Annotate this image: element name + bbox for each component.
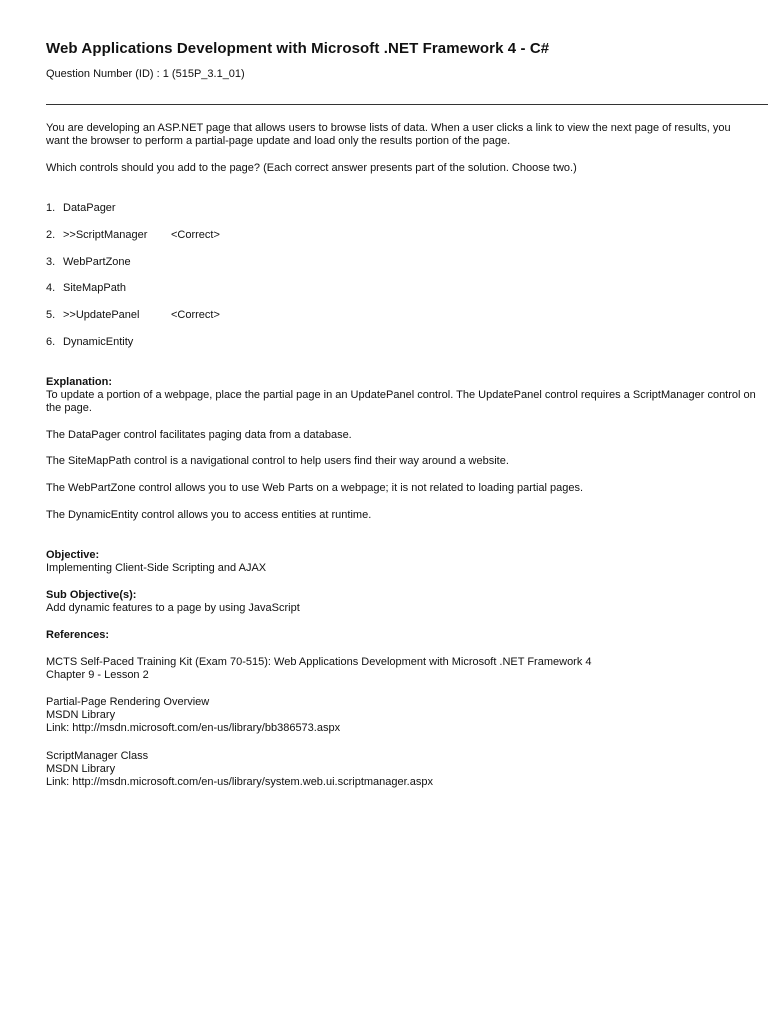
option-text: DynamicEntity [63, 335, 134, 348]
reference-2 [46, 696, 756, 735]
option-number: 6. [46, 335, 56, 348]
document-title: Web Applications Development with Microsoft .NET Framework 4 - C# [46, 40, 550, 57]
option-5 [46, 309, 220, 336]
separator-line [46, 104, 768, 105]
option-3 [46, 256, 220, 283]
objective-text: Implementing Client-Side Scripting and AJAX [46, 562, 267, 574]
explanation-paragraph: The SiteMapPath control is a navigational control to help users find their way around a website. [46, 455, 509, 467]
explanation-paragraph: To update a portion of a webpage, place the partial page in an UpdatePanel control. The UpdatePanel control requires a ScriptManager control on the page. [46, 389, 756, 414]
option-text: >>ScriptManager [63, 228, 148, 241]
reference-title: ScriptManager Class [46, 750, 149, 762]
reference-title: Partial-Page Rendering Overview [46, 696, 210, 708]
option-number: 2. [46, 228, 56, 241]
objective-section [46, 549, 756, 575]
reference-link[interactable]: Link: http://msdn.microsoft.com/en-us/library/bb386573.aspx [46, 722, 341, 734]
reference-source: MSDN Library [46, 709, 116, 721]
option-number: 5. [46, 309, 56, 322]
question-number: Question Number (ID) : 1 (515P_3.1_01) [46, 68, 245, 80]
option-number: 3. [46, 255, 56, 268]
reference-1 [46, 656, 756, 682]
question-text: You are developing an ASP.NET page that allows users to browse lists of data. When a user clicks a link to view the next page of results, you want the browser to perform a partial-page update and load only the results portion of the page. [46, 122, 731, 147]
answer-options [46, 202, 220, 363]
option-4 [46, 282, 220, 309]
option-text: >>UpdatePanel [63, 309, 140, 322]
option-text: WebPartZone [63, 255, 131, 268]
explanation-sitemappath [46, 455, 756, 468]
correct-mark: <Correct> [171, 228, 220, 241]
option-1 [46, 202, 220, 229]
reference-detail: Chapter 9 - Lesson 2 [46, 669, 149, 681]
explanation-paragraph: The DynamicEntity control allows you to access entities at runtime. [46, 509, 372, 521]
option-2 [46, 229, 220, 256]
references-heading: References: [46, 629, 109, 641]
reference-source: MSDN Library [46, 763, 116, 775]
explanation-webpartzone [46, 482, 756, 495]
references-section [46, 629, 756, 642]
sub-objective-section [46, 589, 756, 615]
explanation-paragraph: The WebPartZone control allows you to use Web Parts on a webpage; it is not related to loading partial pages. [46, 482, 584, 494]
option-text: SiteMapPath [63, 282, 126, 295]
option-number: 1. [46, 202, 56, 214]
sub-objective-text: Add dynamic features to a page by using JavaScript [46, 602, 300, 614]
option-6 [46, 336, 220, 363]
objective-heading: Objective: [46, 549, 100, 561]
reference-3 [46, 750, 756, 789]
explanation-heading: Explanation: [46, 376, 113, 388]
reference-title: MCTS Self-Paced Training Kit (Exam 70-515): Web Applications Development with Microsoft .NET Framework 4 [46, 656, 592, 668]
explanation-dynamicentity [46, 509, 756, 522]
explanation-section [46, 376, 756, 415]
option-number: 4. [46, 282, 56, 295]
sub-objective-heading: Sub Objective(s): [46, 589, 137, 601]
explanation-paragraph: The DataPager control facilitates paging data from a database. [46, 429, 352, 441]
explanation-datapager [46, 429, 756, 442]
question-prompt: Which controls should you add to the page? (Each correct answer presents part of the solution. Choose two.) [46, 162, 577, 174]
reference-link[interactable]: Link: http://msdn.microsoft.com/en-us/library/system.web.ui.scriptmanager.aspx [46, 776, 433, 788]
correct-mark: <Correct> [171, 309, 220, 322]
option-text: DataPager [63, 202, 116, 214]
document-page [46, 40, 760, 788]
